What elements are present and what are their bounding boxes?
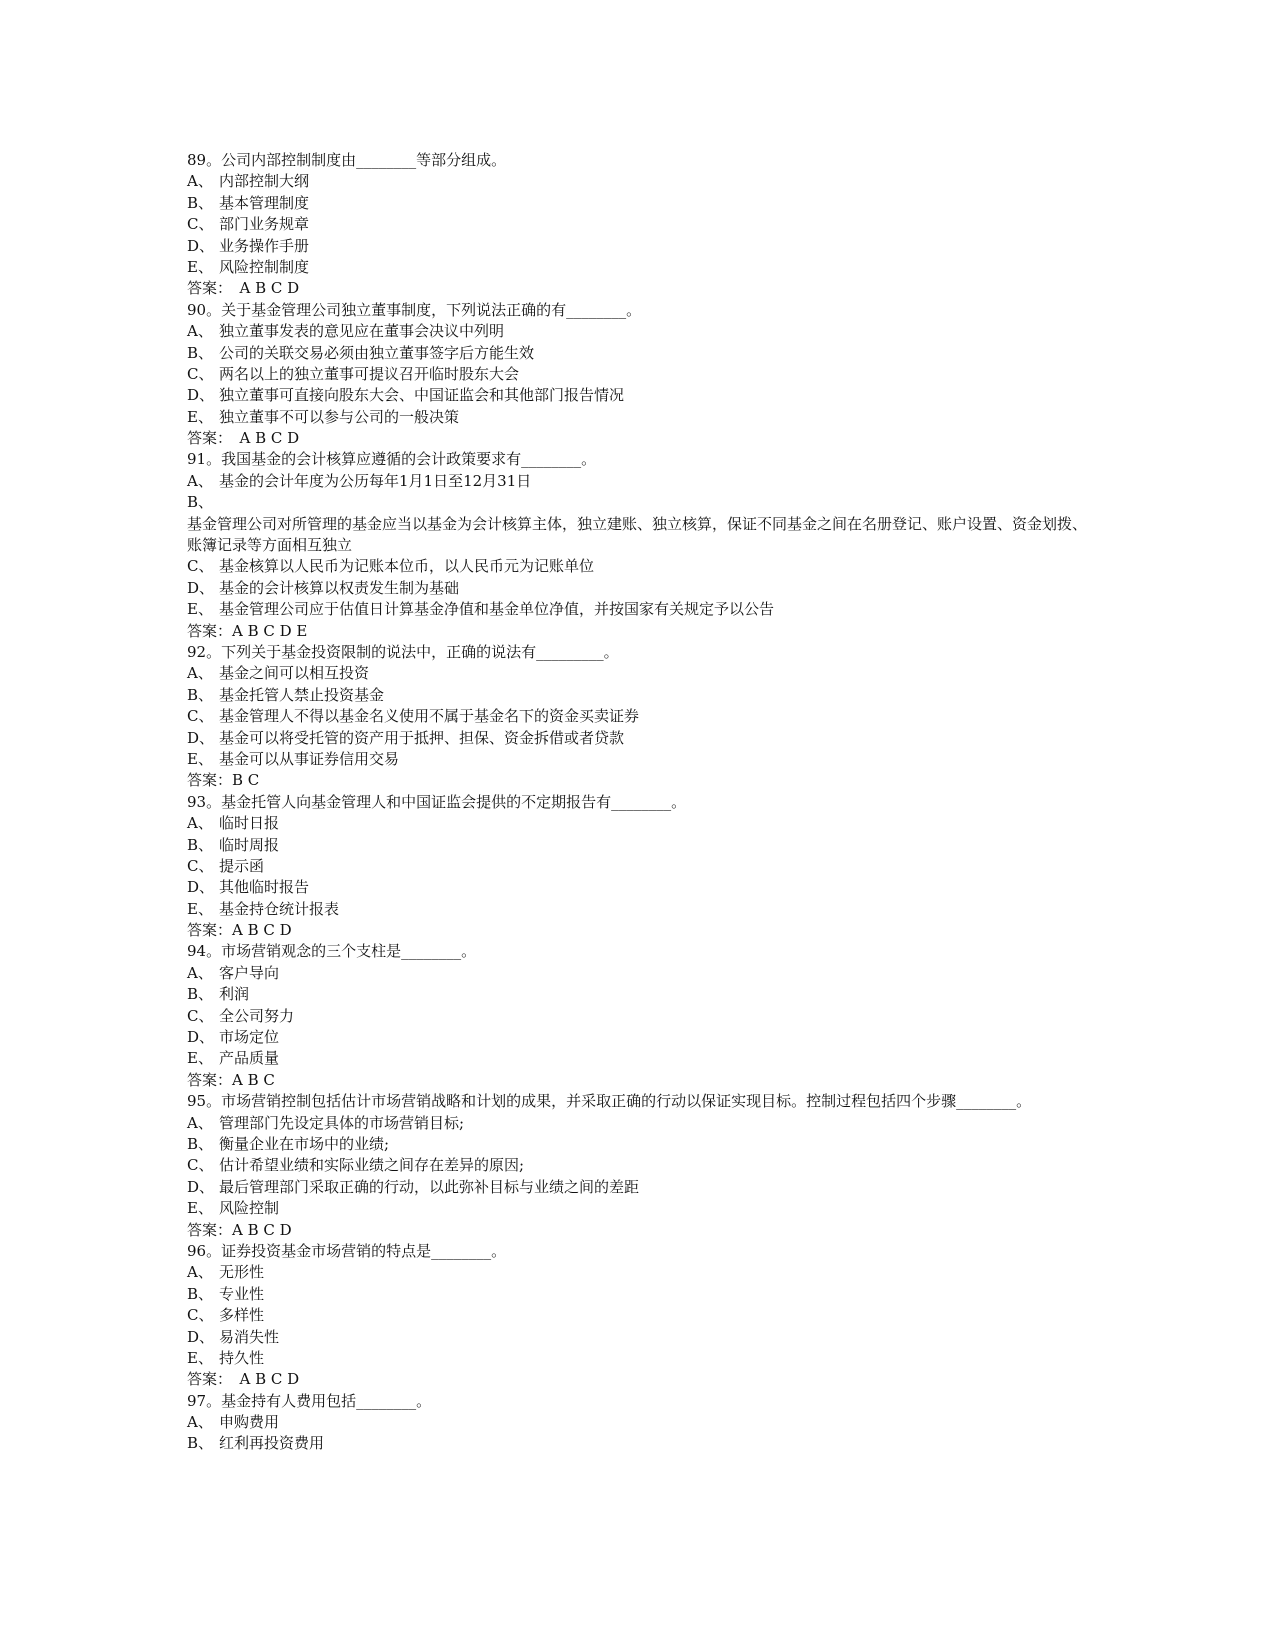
option-text: 公司的关联交易必须由独立董事签字后方能生效 <box>219 343 535 362</box>
option-letter: B、 <box>187 493 214 512</box>
option-letter: A、 <box>187 1263 213 1282</box>
option-b <box>187 343 1087 364</box>
option-c <box>187 706 1087 727</box>
option-text: 基金管理公司应于估值日计算基金净值和基金单位净值，并按国家有关规定予以公告 <box>219 600 775 619</box>
option-letter: A、 <box>187 814 213 833</box>
option-c <box>187 1006 1087 1027</box>
option-text: 独立董事可直接向股东大会、中国证监会和其他部门报告情况 <box>219 386 625 405</box>
option-b <box>187 1284 1087 1305</box>
option-e <box>187 899 1087 920</box>
option-letter: C、 <box>187 364 214 383</box>
question-95 <box>187 1091 1087 1241</box>
option-text: 多样性 <box>219 1306 265 1325</box>
option-letter: B、 <box>187 1284 214 1303</box>
question-93 <box>187 792 1087 942</box>
option-b <box>187 1433 1087 1454</box>
option-text: 基金可以从事证券信用交易 <box>219 749 400 768</box>
option-letter: B、 <box>187 343 214 362</box>
option-text: 独立董事不可以参与公司的一般决策 <box>219 407 460 426</box>
option-b <box>187 835 1087 856</box>
option-c <box>187 1305 1087 1326</box>
question-stem: 95。市场营销控制包括估计市场营销战略和计划的成果，并采取正确的行动以保证实现目标。控制过程包括四个步骤________。 <box>187 1092 1032 1111</box>
option-text: 红利再投资费用 <box>219 1434 325 1453</box>
option-e <box>187 1198 1087 1219</box>
question-stem: 94。市场营销观念的三个支柱是________。 <box>187 942 477 961</box>
option-letter: E、 <box>187 1199 213 1218</box>
question-stem: 90。关于基金管理公司独立董事制度，下列说法正确的有________。 <box>187 300 642 319</box>
option-letter: B、 <box>187 193 214 212</box>
option-letter: B、 <box>187 1135 214 1154</box>
option-letter: B、 <box>187 985 214 1004</box>
option-letter: A、 <box>187 1113 213 1132</box>
option-c <box>187 856 1087 877</box>
option-letter: E、 <box>187 1348 213 1367</box>
question-92 <box>187 642 1087 792</box>
option-text: 基金持仓统计报表 <box>219 899 340 918</box>
question-stem: 97。基金持有人费用包括________。 <box>187 1391 432 1410</box>
option-letter: C、 <box>187 215 214 234</box>
option-text: 两名以上的独立董事可提议召开临时股东大会 <box>219 364 520 383</box>
option-text: 临时日报 <box>219 814 280 833</box>
option-letter: E、 <box>187 407 213 426</box>
question-stem: 93。基金托管人向基金管理人和中国证监会提供的不定期报告有________。 <box>187 792 687 811</box>
option-b <box>187 984 1087 1005</box>
option-b-text-wrapped: 基金管理公司对所管理的基金应当以基金为会计核算主体，独立建账、独立核算，保证不同基金之间在名册登记、账户设置、资金划拨、账簿记录等方面相互独立 <box>187 514 1088 555</box>
option-a <box>187 813 1087 834</box>
option-text: 市场定位 <box>219 1028 280 1047</box>
option-letter: B、 <box>187 835 214 854</box>
option-text: 独立董事发表的意见应在董事会决议中列明 <box>219 322 505 341</box>
answer-line: 答案：B C <box>187 771 260 790</box>
question-stem: 92。下列关于基金投资限制的说法中，正确的说法有_________。 <box>187 643 619 662</box>
option-d <box>187 877 1087 898</box>
option-letter: E、 <box>187 899 213 918</box>
option-text: 基金的会计年度为公历每年1月1日至12月31日 <box>219 471 532 490</box>
option-d <box>187 385 1087 406</box>
question-89 <box>187 150 1087 300</box>
question-97 <box>187 1391 1087 1455</box>
option-e <box>187 407 1087 428</box>
option-e <box>187 1348 1087 1369</box>
option-letter: C、 <box>187 557 214 576</box>
option-letter: C、 <box>187 1306 214 1325</box>
option-d <box>187 1327 1087 1348</box>
option-letter: A、 <box>187 963 213 982</box>
option-text: 无形性 <box>219 1263 265 1282</box>
option-a <box>187 471 1087 492</box>
option-e <box>187 599 1087 620</box>
option-letter: C、 <box>187 856 214 875</box>
option-text: 客户导向 <box>219 963 280 982</box>
option-b <box>187 1134 1087 1155</box>
answer-line: 答案： A B C D <box>187 1370 300 1389</box>
option-e <box>187 749 1087 770</box>
option-letter: D、 <box>187 728 215 747</box>
question-stem: 89。公司内部控制制度由________等部分组成。 <box>187 151 507 169</box>
question-91 <box>187 449 1087 642</box>
answer-line: 答案： A B C D <box>187 279 300 298</box>
option-text: 基金管理人不得以基金名义使用不属于基金名下的资金买卖证券 <box>219 707 640 726</box>
question-stem: 91。我国基金的会计核算应遵循的会计政策要求有________。 <box>187 450 597 469</box>
option-text: 专业性 <box>219 1284 265 1303</box>
option-d <box>187 1177 1087 1198</box>
option-letter: E、 <box>187 257 213 276</box>
option-e <box>187 1048 1087 1069</box>
option-letter: A、 <box>187 664 213 683</box>
option-text: 产品质量 <box>219 1049 280 1068</box>
option-text: 基金核算以人民币为记账本位币，以人民币元为记账单位 <box>219 557 595 576</box>
option-d <box>187 236 1087 257</box>
option-letter: D、 <box>187 236 215 255</box>
option-letter: D、 <box>187 1177 215 1196</box>
option-letter: C、 <box>187 1156 214 1175</box>
option-text: 提示函 <box>219 856 265 875</box>
option-letter: A、 <box>187 1413 213 1432</box>
option-text: 易消失性 <box>219 1327 280 1346</box>
option-text: 衡量企业在市场中的业绩; <box>219 1135 390 1154</box>
option-text: 管理部门先设定具体的市场营销目标; <box>219 1113 465 1132</box>
option-b <box>187 685 1087 706</box>
option-d <box>187 728 1087 749</box>
option-letter: A、 <box>187 471 213 490</box>
option-text: 持久性 <box>219 1348 265 1367</box>
answer-line: 答案： A B C D <box>187 429 300 448</box>
option-a <box>187 1113 1087 1134</box>
option-text: 利润 <box>219 985 250 1004</box>
option-a <box>187 963 1087 984</box>
option-text: 风险控制制度 <box>219 257 310 276</box>
option-b <box>187 492 1087 513</box>
option-text: 部门业务规章 <box>219 215 310 234</box>
option-a <box>187 1412 1087 1433</box>
option-letter: D、 <box>187 386 215 405</box>
option-letter: D、 <box>187 578 215 597</box>
option-letter: B、 <box>187 685 214 704</box>
option-text: 风险控制 <box>219 1199 280 1218</box>
question-94 <box>187 941 1087 1091</box>
option-letter: E、 <box>187 600 213 619</box>
option-text: 申购费用 <box>219 1413 280 1432</box>
question-90 <box>187 300 1087 450</box>
option-letter: D、 <box>187 1327 215 1346</box>
answer-line: 答案：A B C <box>187 1070 275 1089</box>
option-a <box>187 171 1087 192</box>
option-c <box>187 214 1087 235</box>
option-text: 全公司努力 <box>219 1006 295 1025</box>
option-letter: E、 <box>187 1049 213 1068</box>
option-text: 临时周报 <box>219 835 280 854</box>
option-letter: D、 <box>187 878 215 897</box>
option-text: 基金可以将受托管的资产用于抵押、担保、资金拆借或者贷款 <box>219 728 625 747</box>
option-letter: D、 <box>187 1028 215 1047</box>
option-a <box>187 1262 1087 1283</box>
option-text: 业务操作手册 <box>219 236 310 255</box>
option-text: 基金的会计核算以权责发生制为基础 <box>219 578 460 597</box>
option-letter: A、 <box>187 322 213 341</box>
option-c <box>187 364 1087 385</box>
option-letter: E、 <box>187 749 213 768</box>
option-b <box>187 193 1087 214</box>
option-text: 最后管理部门采取正确的行动，以此弥补目标与业绩之间的差距 <box>219 1177 640 1196</box>
option-a <box>187 663 1087 684</box>
option-letter: C、 <box>187 1006 214 1025</box>
option-text: 估计希望业绩和实际业绩之间存在差异的原因; <box>219 1156 525 1175</box>
answer-line: 答案：A B C D <box>187 921 292 940</box>
option-text: 内部控制大纲 <box>219 172 310 191</box>
option-c <box>187 1155 1087 1176</box>
option-text: 其他临时报告 <box>219 878 310 897</box>
option-letter: A、 <box>187 172 213 191</box>
option-d <box>187 578 1087 599</box>
option-e <box>187 257 1087 278</box>
option-text: 基金之间可以相互投资 <box>219 664 370 683</box>
option-letter: C、 <box>187 707 214 726</box>
question-stem: 96。证券投资基金市场营销的特点是________。 <box>187 1241 507 1260</box>
option-text: 基金托管人禁止投资基金 <box>219 685 385 704</box>
document-page <box>187 150 1087 1455</box>
question-96 <box>187 1241 1087 1391</box>
option-text: 基本管理制度 <box>219 193 310 212</box>
option-a <box>187 321 1087 342</box>
answer-line: 答案：A B C D <box>187 1220 292 1239</box>
option-letter: B、 <box>187 1434 214 1453</box>
option-c <box>187 556 1087 577</box>
option-d <box>187 1027 1087 1048</box>
answer-line: 答案：A B C D E <box>187 621 308 640</box>
